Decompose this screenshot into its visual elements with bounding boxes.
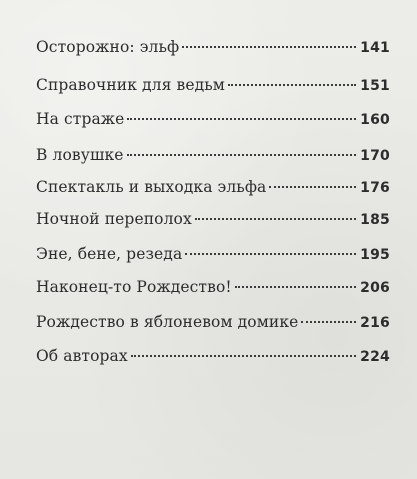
toc-entry	[36, 242, 390, 266]
toc-entry-title: Об авторах	[36, 347, 128, 365]
toc-entry	[36, 143, 390, 167]
toc-entry	[36, 344, 390, 368]
toc-entry-page-number: 160	[360, 112, 390, 128]
dot-leader	[182, 46, 356, 48]
toc-entry-title: Эне, бене, резеда	[36, 245, 183, 263]
toc-entry	[36, 73, 390, 97]
toc-entry-title: В ловушке	[36, 146, 124, 164]
toc-entry-title: Спектакль и выходка эльфа	[36, 178, 267, 196]
dot-leader	[131, 355, 356, 357]
toc-entry-page-number: 224	[360, 349, 390, 365]
toc-entry	[36, 35, 390, 59]
toc-entry-title: Рождество в яблоневом домике	[36, 313, 299, 331]
toc-entry-page-number: 206	[360, 280, 390, 296]
toc-entry	[36, 175, 390, 199]
dot-leader	[185, 253, 356, 255]
toc-entry	[36, 310, 390, 334]
toc-entry-page-number: 216	[360, 315, 390, 331]
toc-entry-page-number: 141	[360, 40, 390, 56]
dot-leader	[301, 321, 356, 323]
toc-entry	[36, 207, 390, 231]
dot-leader	[127, 154, 357, 156]
dot-leader	[269, 186, 356, 188]
toc-entry-page-number: 176	[360, 180, 390, 196]
toc-entry-title: На страже	[36, 110, 125, 128]
toc-entry	[36, 107, 390, 131]
dot-leader	[127, 118, 356, 120]
toc-entry-page-number: 195	[360, 247, 390, 263]
dot-leader	[235, 286, 356, 288]
toc-entry-title: Справочник для ведьм	[36, 76, 225, 94]
toc-entry-page-number: 185	[360, 212, 390, 228]
toc-entry-title: Наконец-то Рождество!	[36, 278, 232, 296]
toc-entry-page-number: 170	[360, 148, 390, 164]
toc-entry	[36, 275, 390, 299]
toc-entry-page-number: 151	[360, 78, 390, 94]
toc-entry-title: Ночной переполох	[36, 210, 192, 228]
toc-entry-title: Осторожно: эльф	[36, 38, 180, 56]
dot-leader	[195, 218, 356, 220]
dot-leader	[228, 84, 356, 86]
